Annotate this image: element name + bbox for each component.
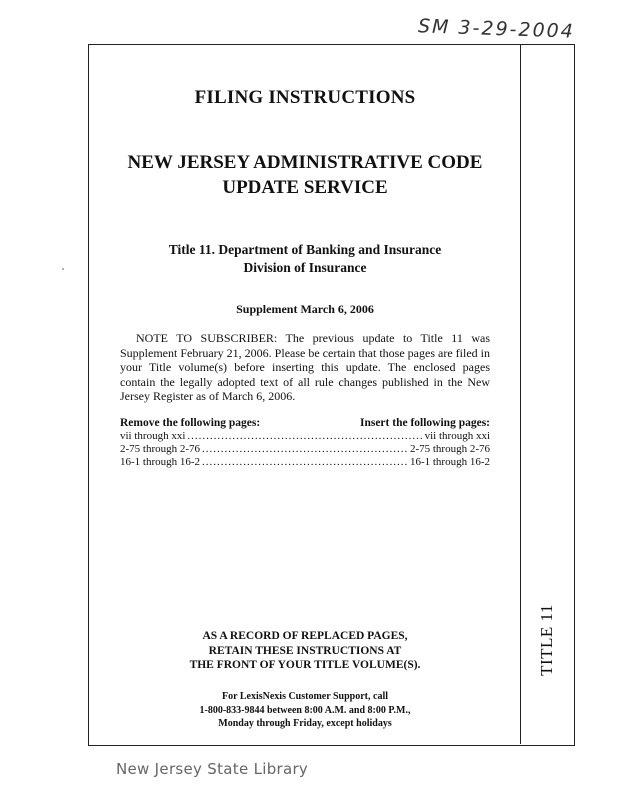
service-heading-line2: UPDATE SERVICE bbox=[222, 177, 388, 198]
customer-support-info bbox=[120, 690, 490, 731]
supplement-date: Supplement March 6, 2006 bbox=[236, 302, 374, 316]
record-notice-line2: RETAIN THESE INSTRUCTIONS AT bbox=[208, 644, 402, 657]
document-body bbox=[120, 60, 490, 469]
dot-leader bbox=[187, 430, 422, 443]
record-notice-line1: AS A RECORD OF REPLACED PAGES, bbox=[202, 630, 408, 642]
table-row bbox=[120, 443, 490, 456]
record-retention-notice bbox=[120, 629, 490, 673]
record-notice-line3: THE FRONT OF YOUR TITLE VOLUME(S). bbox=[189, 659, 421, 671]
table-row bbox=[120, 456, 490, 469]
support-line2: 1-800-833-9844 between 8:00 A.M. and 8:00 P.M., bbox=[199, 704, 411, 716]
library-stamp: New Jersey State Library bbox=[116, 760, 309, 778]
remove-pages-header: Remove the following pages: bbox=[120, 416, 261, 429]
page-replacement-table bbox=[120, 417, 490, 469]
insert-pages-cell: 16-1 through 16-2 bbox=[409, 455, 490, 468]
title-heading-line1: Title 11. Department of Banking and Insurance bbox=[168, 242, 442, 257]
scan-speck bbox=[62, 268, 64, 270]
title-tab bbox=[521, 560, 573, 720]
handwritten-annotation: SM 3-29-2004 bbox=[417, 15, 576, 43]
remove-pages-cell: vii through xxi bbox=[120, 429, 186, 442]
title-tab-label: TITLE 11 bbox=[537, 604, 556, 676]
filing-instructions-heading: FILING INSTRUCTIONS bbox=[194, 87, 416, 108]
dot-leader bbox=[202, 443, 408, 456]
insert-pages-cell: 2-75 through 2-76 bbox=[409, 442, 490, 455]
page-table-header bbox=[120, 417, 490, 430]
dot-leader bbox=[202, 456, 408, 469]
insert-pages-header: Insert the following pages: bbox=[359, 416, 490, 429]
table-row bbox=[120, 430, 490, 443]
remove-pages-cell: 2-75 through 2-76 bbox=[120, 442, 201, 455]
service-heading-line1: NEW JERSEY ADMINISTRATIVE CODE bbox=[127, 152, 483, 173]
title-heading bbox=[120, 241, 490, 277]
title-heading-line2: Division of Insurance bbox=[243, 260, 367, 275]
remove-pages-cell: 16-1 through 16-2 bbox=[120, 455, 201, 468]
service-heading bbox=[120, 150, 490, 200]
subscriber-note: NOTE TO SUBSCRIBER: The previous update to Title 11 was Supplement February 21, 2006. Please be certain that those pages are filed in your Title volume(s) before inserting this update. The enclosed pages contain the legally adopted text of all rule changes published in the New Jersey Register as of March 6, 2006. bbox=[120, 331, 490, 403]
support-line3: Monday through Friday, except holidays bbox=[218, 718, 392, 729]
support-line1: For LexisNexis Customer Support, call bbox=[221, 691, 388, 702]
insert-pages-cell: vii through xxi bbox=[424, 429, 490, 442]
